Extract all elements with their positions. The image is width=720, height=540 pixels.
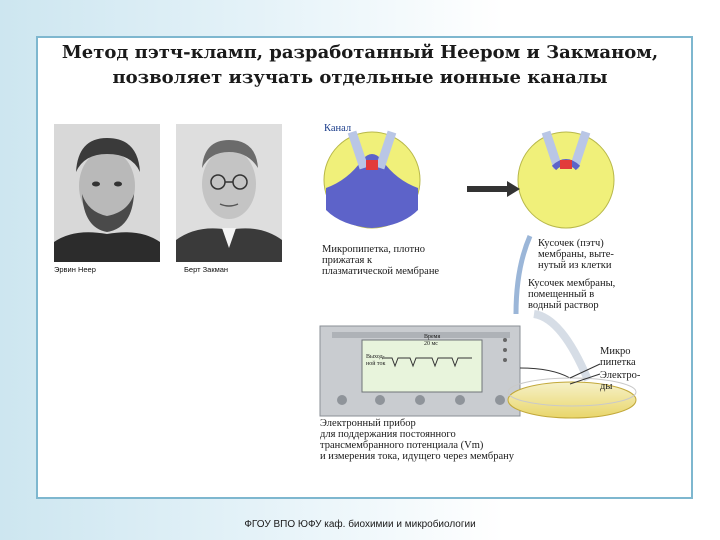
portrait-neher [54,124,160,262]
portraits-figure [54,124,282,278]
channel-label: Канал [324,123,352,134]
screen-current-label: Выход- ной ток [366,354,386,367]
title-line-2: позволяет изучать отдельные ионные каналы [112,67,608,88]
caption-sakmann: Берт Закман [184,265,229,274]
patch-caption: Кусочек (пэтч) мембраны, выте- нутый из клетки [538,238,614,271]
title-line-1: Метод пэтч-кламп, разработанный Неером и Закманом, [61,42,659,63]
caption-neher: Эрвин Неер [54,265,96,274]
solution-caption: Кусочек мембраны, помещенный в водный раствор [528,278,616,311]
electrodes-caption: Электро- ды [600,370,641,392]
screen-time-label: Время 20 мс [424,334,441,347]
micropipette-caption: Микро пипетка [600,346,636,368]
pipette-caption: Микропипетка, плотно прижатая к плазматической мембране [322,244,440,277]
patch-clamp-diagram [302,118,652,466]
device-caption: Электронный прибор для поддержания постоянного трансмембранного потенциала (Vm) и измерения тока, идущего через мембрану [320,418,515,462]
portrait-sakmann [176,124,282,262]
slide-footer: ФГОУ ВПО ЮФУ каф. биохимии и микробиологии [244,519,476,530]
slide-title [40,40,680,90]
